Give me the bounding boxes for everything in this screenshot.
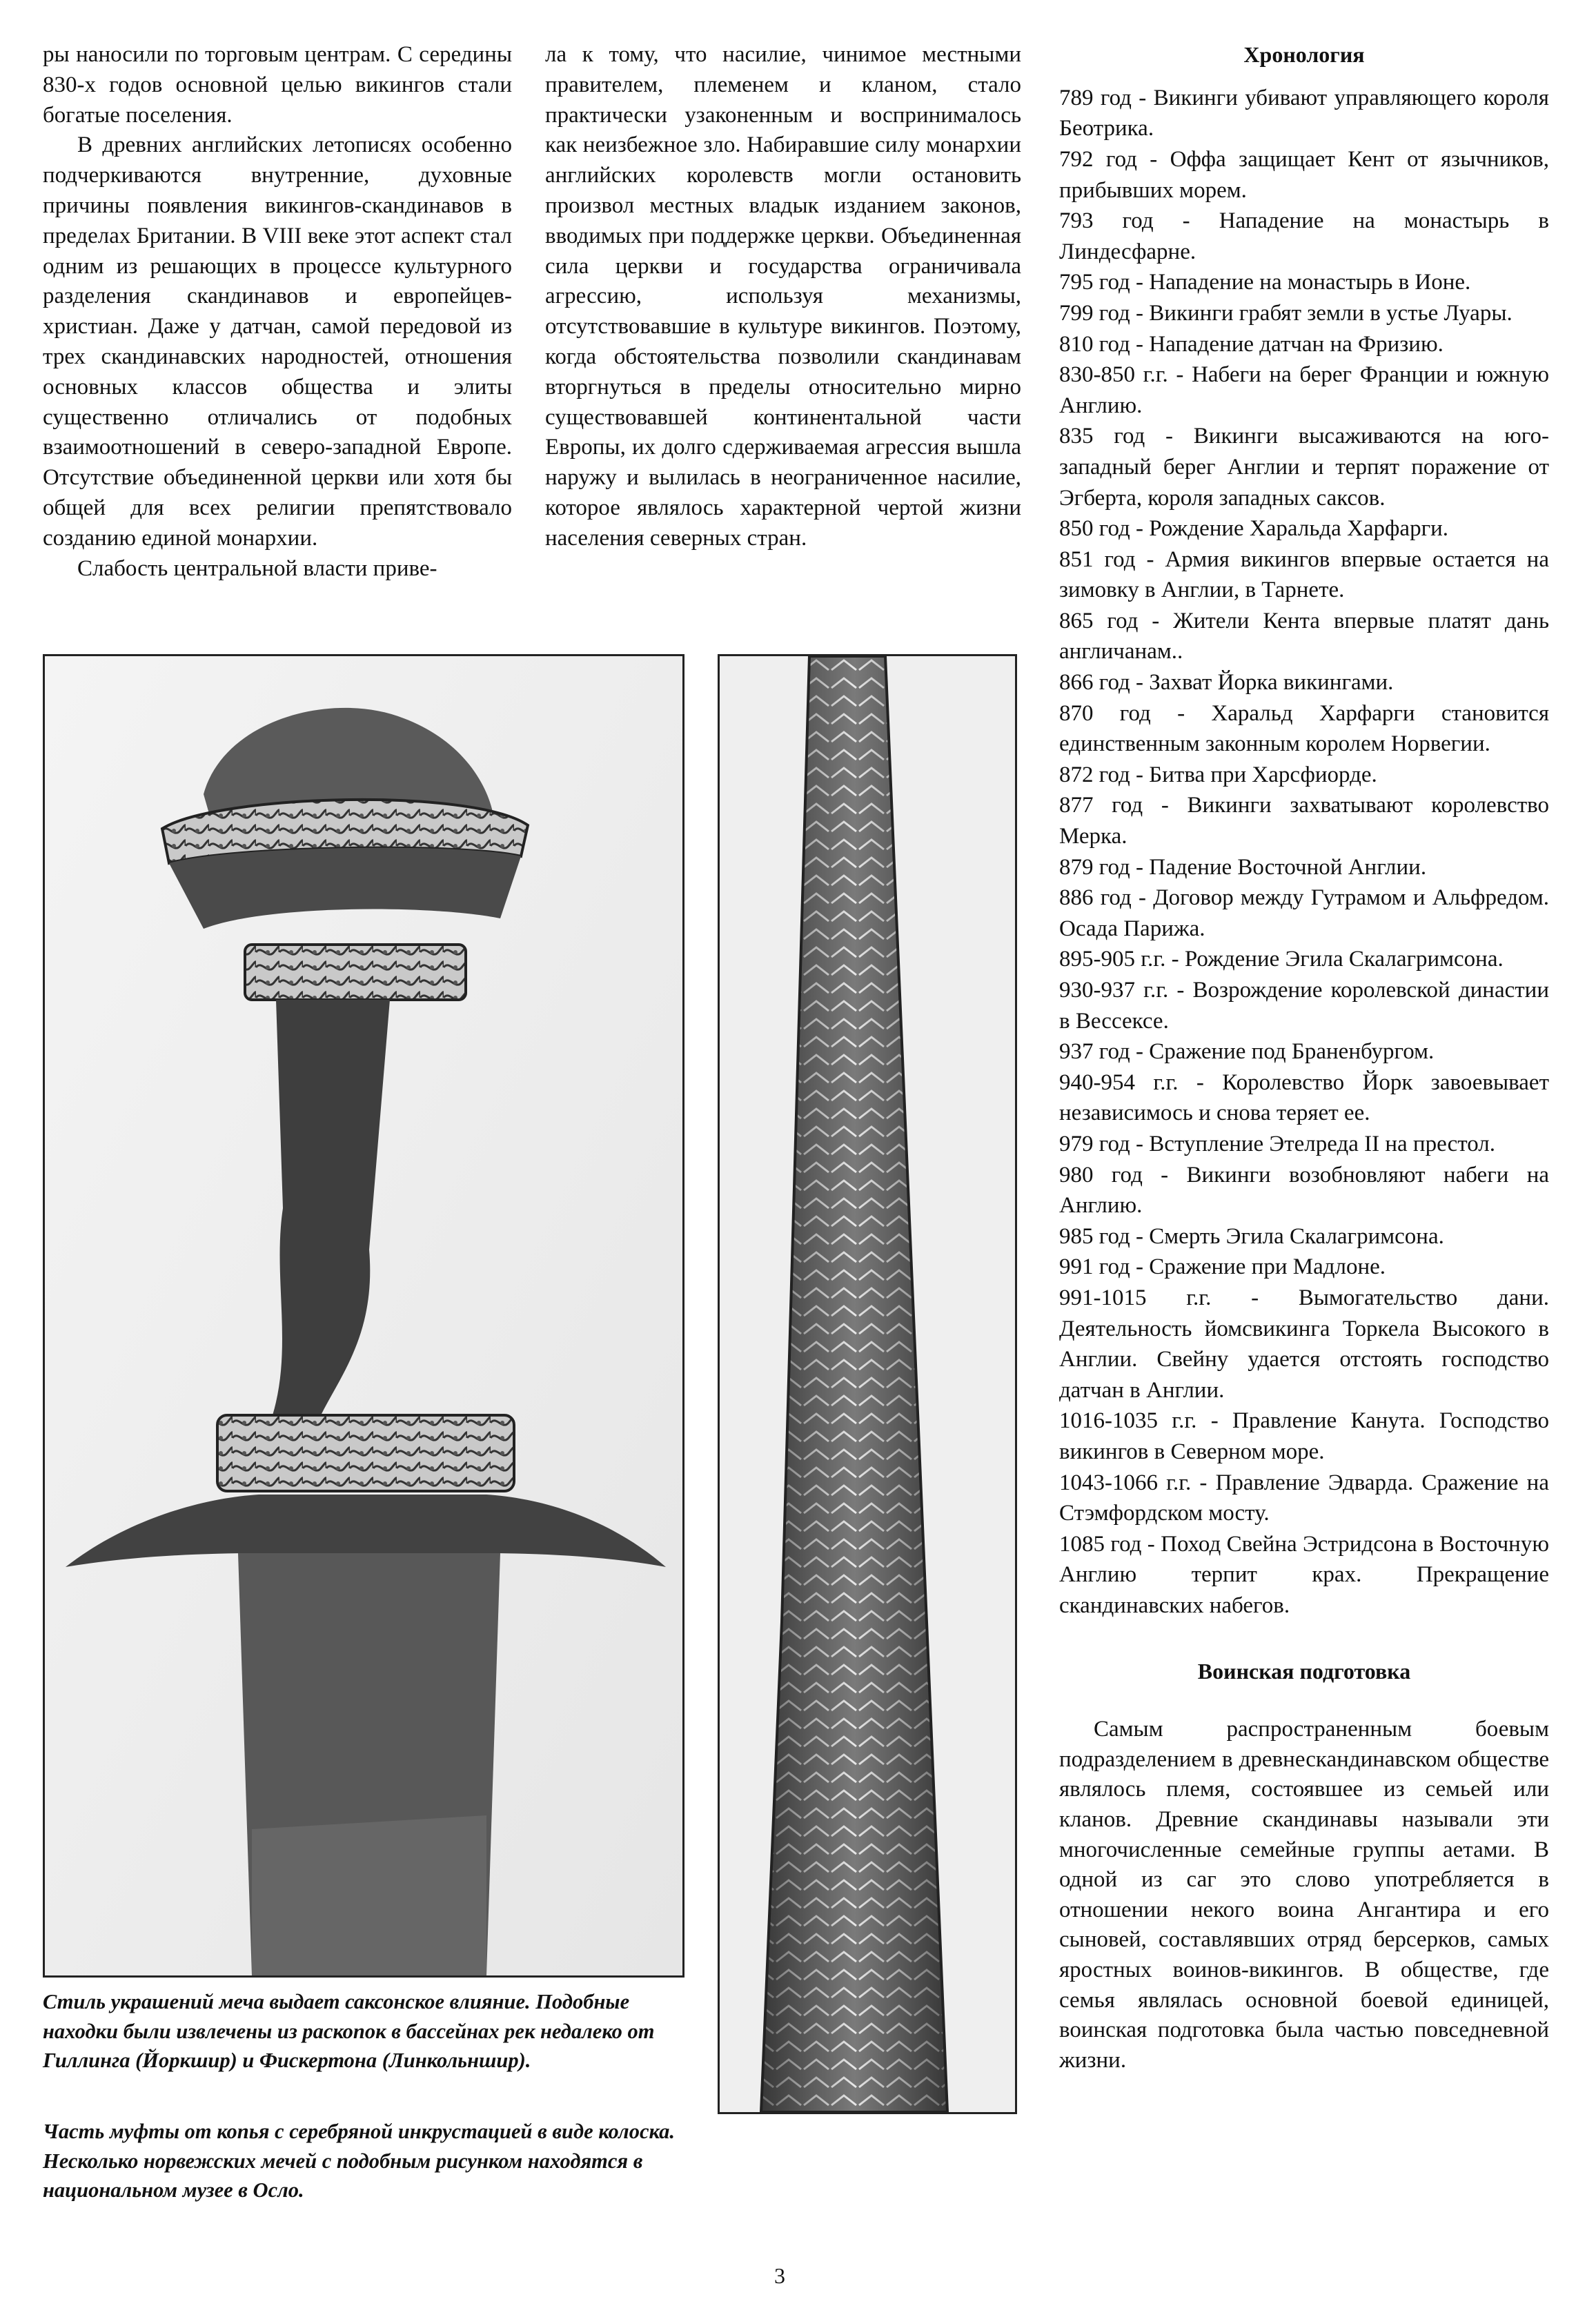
spear-socket-photo xyxy=(718,654,1017,2114)
text-column-2 xyxy=(545,40,1021,554)
chronology-item: 851 год - Армия викингов впервые остается на зимовку в Англии, в Тарнете. xyxy=(1059,546,1549,603)
chronology-item: 872 год - Битва при Харсфиорде. xyxy=(1059,762,1377,787)
chronology-item: 937 год - Сражение под Браненбургом. xyxy=(1059,1039,1435,1065)
chronology-item: 991-1015 г.г. - Вымогательство дани. Деятельность йомсвикинга Торкела Высокого в Англии. Свейну удается отстоять господство датчан в Англии. xyxy=(1059,1285,1549,1403)
text-column-3 xyxy=(1059,40,1549,2076)
chronology-item: 979 год - Вступление Этелреда II на престол. xyxy=(1059,1131,1495,1156)
chronology-item: 810 год - Нападение датчан на Фризию. xyxy=(1059,331,1444,357)
chronology-item: 940-954 г.г. - Королевство Йорк завоевывает независимось и снова теряет ее. xyxy=(1059,1069,1549,1126)
chronology-heading: Хронология xyxy=(1243,42,1365,67)
chronology-item: 865 год - Жители Кента впервые платят дань англичанам.. xyxy=(1059,608,1549,664)
chronology-list xyxy=(1059,83,1549,1621)
chronology-item: 795 год - Нападение на монастырь в Ионе. xyxy=(1059,270,1471,295)
chronology-item: 991 год - Сражение при Мадлоне. xyxy=(1059,1254,1386,1280)
chronology-item: 985 год - Смерть Эгила Скалагримсона. xyxy=(1059,1223,1444,1249)
spear-caption: Часть муфты от копья с серебряной инкрустацией в виде колоска. Несколько норвежских мечей с подобным рисунком находятся в национальном музее в Осло. xyxy=(43,2120,676,2202)
chronology-item: 850 год - Рождение Харальда Харфарги. xyxy=(1059,516,1449,542)
chronology-item: 799 год - Викинги грабят земли в устье Луары. xyxy=(1059,300,1513,326)
chronology-item: 835 год - Викинги высаживаются на юго-западный берег Англии и терпят поражение от Эгберта, короля западных саксов. xyxy=(1059,424,1549,511)
col1-paragraph-1: ры наносили по торговым центрам. С середины 830-х годов основной целью викингов стали богатые поселения. xyxy=(43,42,512,128)
chronology-item: 789 год - Викинги убивают управляющего короля Беотрика. xyxy=(1059,85,1549,141)
col1-paragraph-2: В древних английских летописях особенно подчеркиваются внутренние, духовные причины появления викингов-скандинавов в пределах Британии. В VIII веке этот аспект стал одним из решающих в процессе культурного разделения скандинавов и европейцев-христиан. Даже у датчан, самой передовой из трех скандинавских народностей, отношения основных классов общества и элиты существенно отличались от подобных взаимоотношений в северо-западной Европе. Отсутствие объединенной церкви или хотя бы общей для всех религии препятствовало созданию единой монархии. xyxy=(43,132,512,551)
chronology-item: 895-905 г.г. - Рождение Эгила Скалагримсона. xyxy=(1059,947,1504,972)
chronology-item: 877 год - Викинги захватывают королевство Мерка. xyxy=(1059,793,1549,849)
text-column-1 xyxy=(43,40,512,584)
training-paragraph: Самым распространенным боевым подразделением в древнескандинавском обществе являлось племя, состоявшее из семьей или кланов. Древние скандинавы называли эти многочисленные семейные группы аетами. В одной из саг это слово употребляется в отношении некого воина Ангантира и его сыновей, составлявших отряд берсерков, самых яростных воинов-викингов. В обществе, где семья являлась основной боевой единицей, воинская подготовка была частью повседневной жизни. xyxy=(1059,1717,1549,2073)
col1-paragraph-3: Слабость центральной власти приве- xyxy=(77,555,437,581)
sword-caption: Стиль украшений меча выдает саксонское влияние. Подобные находки были извлечены из раскопок в бассейнах рек недалеко от Гиллинга (Йоркшир) и Фискертона (Линкольншир). xyxy=(43,1990,655,2072)
chronology-item: 879 год - Падение Восточной Англии. xyxy=(1059,854,1427,880)
chronology-item: 930-937 г.г. - Возрождение королевской династии в Вессексе. xyxy=(1059,978,1549,1034)
chronology-item: 1043-1066 г.г. - Правление Эдварда. Сражение на Стэмфордском мосту. xyxy=(1059,1470,1549,1526)
chronology-item: 866 год - Захват Йорка викингами. xyxy=(1059,670,1394,696)
col2-paragraph-1: ла к тому, что насилие, чинимое местными правителем, племенем и кланом, стало практически узаконенным и воспринималось как неизбежное зло. Набиравшие силу монархии английских королевств могли остановить произвол местных владык изданием законов, вводимых при поддержке церкви. Объединенная сила церкви и государства ограничивала агрессию, используя механизмы, отсутствовавшие в культуре викингов. Поэтому, когда обстоятельства позволили скандинавам вторгнуться в пределы относительно мирно существовавшей континентальной части Европы, их долго сдерживаемая агрессия вышла наружу и вылилась в неограниченное насилие, которое являлось характерной чертой жизни населения северных стран. xyxy=(545,42,1021,551)
page-number: 3 xyxy=(774,2263,785,2288)
chronology-item: 870 год - Харальд Харфарги становится единственным законным королем Норвегии. xyxy=(1059,700,1549,757)
training-section xyxy=(1059,1657,1549,2076)
chronology-item: 830-850 г.г. - Набеги на берег Франции и южную Англию. xyxy=(1059,362,1549,418)
sword-hilt-illustration xyxy=(45,656,682,1975)
spear-socket-illustration xyxy=(720,656,1015,2112)
chronology-item: 886 год - Договор между Гутрамом и Альфредом. Осада Парижа. xyxy=(1059,885,1549,941)
chronology-item: 1016-1035 г.г. - Правление Канута. Господство викингов в Северном море. xyxy=(1059,1408,1549,1464)
chronology-item: 792 год - Оффа защищает Кент от язычников, прибывших морем. xyxy=(1059,146,1549,203)
chronology-item: 980 год - Викинги возобновляют набеги на Англию. xyxy=(1059,1162,1549,1219)
chronology-item: 793 год - Нападение на монастырь в Линдесфарне. xyxy=(1059,208,1549,264)
chronology-item: 1085 год - Поход Свейна Эстридсона в Восточную Англию терпит крах. Прекращение скандинавских набегов. xyxy=(1059,1531,1549,1618)
training-heading: Воинская подготовка xyxy=(1197,1659,1411,1684)
sword-hilt-photo xyxy=(43,654,684,1978)
